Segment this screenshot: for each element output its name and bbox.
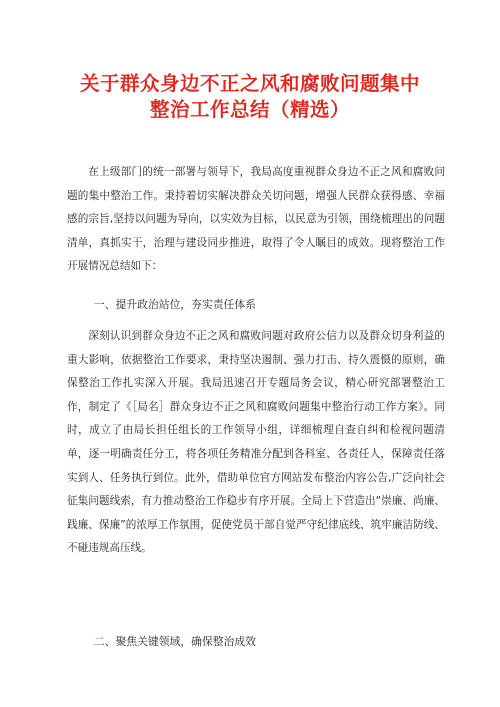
document-title-line-2: 整治工作总结（精选）	[149, 98, 350, 121]
section-2-heading: 二、聚焦关键领域，确保整治成效	[94, 635, 256, 648]
intro-paragraph: 在上级部门的统一部署与领导下，我局高度重视群众身边不正之风和腐败问题的集中整治工作。秉持着切实解决群众关切问题，增强人民群众获得感、幸福感的宗旨,坚持以问题为导向，以实效为目标，以民意为引领，围绕梳理出的问题清单，真抓实干，治理与建设同步推进，取得了令人瞩目的成效。现将整治工作开展情况总结如下：	[67, 166, 445, 273]
document-title-line-1: 关于群众身边不正之风和腐败问题集中	[79, 72, 420, 95]
section-1-paragraph: 深刻认识到群众身边不正之风和腐败问题对政府公信力以及群众切身利益的重大影响，依据整治工作要求，秉持坚决遏制、强力打击、持久震慑的原则，确保整治工作扎实深入开展。我局迅速召开专题局务会议，精心研究部署整治工作，制定了《［局名］群众身边不正之风和腐败问题集中整治行动工作方案》。同时，成立了由局长担任组长的工作领导小组，详细梳理自查自纠和检视问题清单，逐一明确责任分工，将各项任务精准分配到各科室、各责任人，保障责任落实到人、任务执行到位。此外，借助单位官方网站发布整治内容公告,广泛向社会征集问题线索，有力推动整治工作稳步有序开展。全局上下营造出“崇廉、尚廉、践廉、保廉”的浓厚工作氛围，促使党员干部自觉严守纪律底线、筑牢廉洁防线、不碰违规高压线。	[67, 330, 445, 555]
section-1-heading: 一、提升政治站位，夯实责任体系	[94, 298, 256, 311]
